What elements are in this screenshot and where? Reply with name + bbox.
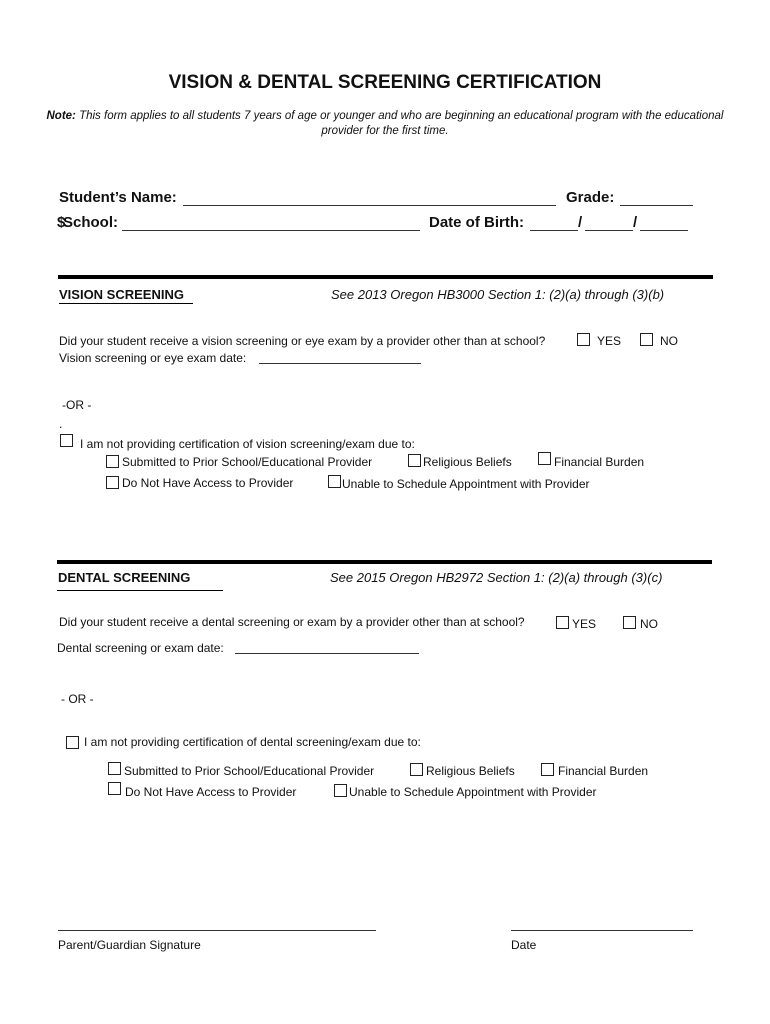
vision-not-providing-checkbox[interactable] (60, 434, 73, 447)
dental-yes-label: YES (572, 617, 597, 631)
page-title: VISION & DENTAL SCREENING CERTIFICATION (168, 72, 602, 93)
dental-reason-unable-label: Unable to Schedule Appointment with Provider (349, 785, 597, 799)
vision-no-label: NO (660, 334, 678, 348)
signature-date-field[interactable] (511, 930, 693, 931)
vision-reason-unable-label: Unable to Schedule Appointment with Provider (342, 477, 590, 491)
vision-yes-checkbox[interactable] (577, 333, 590, 346)
vision-heading-underline (59, 303, 193, 304)
dob-separator: / (633, 214, 638, 231)
dob-year-field[interactable] (640, 230, 688, 231)
parent-signature-field[interactable] (58, 930, 376, 931)
note-label: Note: (46, 110, 76, 122)
dental-reason-prior-school-checkbox[interactable] (108, 762, 121, 775)
dental-heading: DENTAL SCREENING (58, 570, 191, 585)
dental-reference: See 2015 Oregon HB2972 Section 1: (2)(a) through (3)(c) (330, 570, 663, 585)
vision-reason-no-access-checkbox[interactable] (106, 476, 119, 489)
dental-not-providing-label: I am not providing certification of dental screening/exam due to: (84, 735, 421, 749)
school-prefix-mark: $ (57, 214, 66, 231)
parent-signature-label: Parent/Guardian Signature (58, 938, 201, 952)
dental-yes-checkbox[interactable] (556, 616, 569, 629)
vision-or-label: -OR - (62, 398, 92, 412)
section-divider (57, 560, 712, 564)
vision-reason-religious-label: Religious Beliefs (423, 455, 512, 469)
form-note (40, 109, 730, 139)
vision-question: Did your student receive a vision screening or eye exam by a provider other than at school? (59, 334, 546, 348)
vision-heading: VISION SCREENING (59, 287, 184, 302)
dob-day-field[interactable] (585, 230, 633, 231)
vision-reason-prior-school-label: Submitted to Prior School/Educational Provider (122, 455, 373, 469)
vision-yes-label: YES (597, 334, 622, 348)
dental-reason-unable-checkbox[interactable] (334, 784, 347, 797)
dental-reason-religious-label: Religious Beliefs (426, 764, 515, 778)
dob-label: Date of Birth: (429, 214, 524, 231)
vision-reference: See 2013 Oregon HB3000 Section 1: (2)(a) through (3)(b) (331, 287, 665, 302)
student-name-label: Student’s Name: (59, 189, 177, 206)
dob-separator: / (578, 214, 583, 231)
dental-reason-prior-school-label: Submitted to Prior School/Educational Provider (124, 764, 375, 778)
section-divider (58, 275, 713, 279)
note-text: This form applies to all students 7 years of age or younger and who are beginning an educational program with the educational provider for the first time. (75, 110, 724, 137)
grade-field[interactable] (620, 205, 693, 206)
dental-question: Did your student receive a dental screening or exam by a provider other than at school? (59, 615, 525, 629)
school-field[interactable] (122, 230, 420, 231)
dental-reason-religious-checkbox[interactable] (410, 763, 423, 776)
dental-reason-financial-label: Financial Burden (558, 764, 649, 778)
signature-date-label: Date (511, 938, 537, 952)
dental-reason-no-access-checkbox[interactable] (108, 782, 121, 795)
vision-not-providing-label: I am not providing certification of vision screening/exam due to: (80, 437, 415, 451)
dental-not-providing-checkbox[interactable] (66, 736, 79, 749)
dental-no-checkbox[interactable] (623, 616, 636, 629)
vision-reason-religious-checkbox[interactable] (408, 454, 421, 467)
vision-reason-prior-school-checkbox[interactable] (106, 455, 119, 468)
student-name-field[interactable] (183, 205, 556, 206)
vision-reason-financial-checkbox[interactable] (538, 452, 551, 465)
dental-reason-financial-checkbox[interactable] (541, 763, 554, 776)
dental-or-label: - OR - (61, 692, 94, 706)
dental-date-label: Dental screening or exam date: (57, 641, 224, 655)
grade-label: Grade: (566, 189, 615, 206)
vision-date-label: Vision screening or eye exam date: (59, 351, 247, 365)
vision-reason-unable-checkbox[interactable] (328, 475, 341, 488)
vision-reason-no-access-label: Do Not Have Access to Provider (122, 476, 294, 490)
dental-date-field[interactable] (235, 653, 419, 654)
dob-month-field[interactable] (530, 230, 578, 231)
dental-no-label: NO (640, 617, 658, 631)
school-label: School: (63, 214, 118, 231)
stray-mark: . (59, 417, 63, 431)
vision-reason-financial-label: Financial Burden (554, 455, 645, 469)
dental-reason-no-access-label: Do Not Have Access to Provider (125, 785, 297, 799)
vision-date-field[interactable] (259, 363, 421, 364)
vision-no-checkbox[interactable] (640, 333, 653, 346)
dental-heading-underline (57, 590, 223, 591)
